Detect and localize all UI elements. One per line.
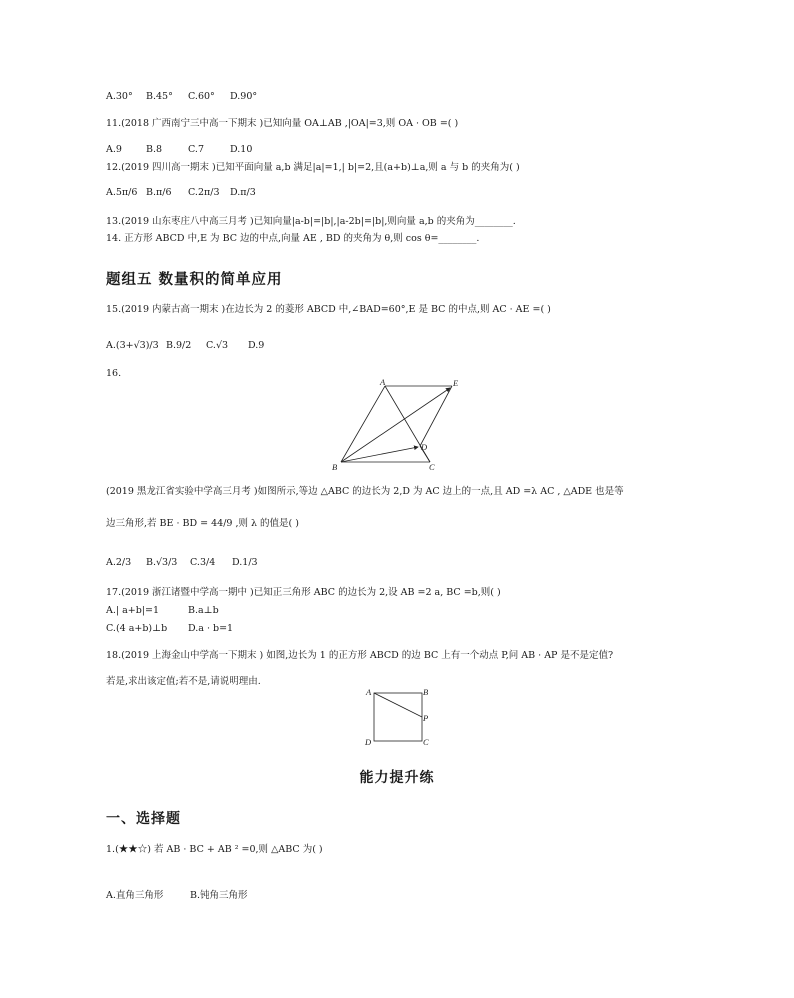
q12-option-d: D.π/3	[230, 187, 256, 198]
q11-option-d: D.10	[230, 144, 253, 155]
q15-option-a: A.(3+√3)/3	[106, 340, 159, 351]
q13-stem: 13.(2019 山东枣庄八中高三月考 )已知向量|a-b|=|b|,|a-2b|=|b|,则向量 a,b 的夹角为________.	[106, 216, 516, 227]
q18-figure	[362, 686, 434, 752]
q1-option-a: A.直角三角形	[106, 890, 164, 901]
section-title: 能力提升练	[359, 770, 435, 786]
q12-option-c: C.2π/3	[188, 187, 220, 198]
q16-label-d: D	[421, 442, 428, 452]
q11-option-a: A.9	[106, 144, 122, 155]
q10-option-a: A.30°	[106, 91, 133, 102]
q1-option-b: B.钝角三角形	[190, 890, 248, 901]
q16-option-b: B.√3/3	[146, 557, 178, 568]
q17-option-d: D.a · b=1	[188, 623, 234, 634]
q16-option-a: A.2/3	[106, 557, 132, 568]
q14-stem: 14. 正方形 ABCD 中,E 为 BC 边的中点,向量 AE , BD 的夹角为 θ,则 cos θ=________.	[106, 233, 480, 244]
q16-label-a: A	[380, 377, 386, 387]
q16-option-d: D.1/3	[232, 557, 258, 568]
q16-label-b: B	[332, 462, 338, 472]
q15-option-c: C.√3	[206, 340, 229, 351]
q16-stem-line2: 边三角形,若 BE · BD = 44/9 ,则 λ 的值是( )	[106, 518, 299, 529]
q17-option-a: A.| a+b|=1	[106, 605, 160, 616]
q15-stem: 15.(2019 内蒙古高一期末 )在边长为 2 的菱形 ABCD 中,∠BAD=60°,E 是 BC 的中点,则 AC · AE =( )	[106, 304, 551, 315]
q16-label-e: E	[453, 378, 459, 388]
q12-option-a: A.5π/6	[106, 187, 138, 198]
q1-stem: 1.(★★☆) 若 AB · BC + AB ² =0,则 △ABC 为( )	[106, 844, 323, 855]
q10-option-c: C.60°	[188, 91, 215, 102]
q11-option-c: C.7	[188, 144, 204, 155]
q16-stem-line1: (2019 黑龙江省实验中学高三月考 )如图所示,等边 △ABC 的边长为 2,D 为 AC 边上的一点,且 AD =λ AC , △ADE 也是等	[106, 486, 624, 497]
q11-option-b: B.8	[146, 144, 163, 155]
q16-label-c: C	[429, 462, 435, 472]
q11-stem: 11.(2018 广西南宁三中高一下期末 )已知向量 OA⊥AB ,|OA|=3,则 OA · OB =( )	[106, 118, 459, 129]
q18-label-p: P	[423, 713, 429, 723]
q15-option-b: B.9/2	[166, 340, 192, 351]
q17-stem: 17.(2019 浙江诸暨中学高一期中 )已知正三角形 ABC 的边长为 2,设 AB =2 a, BC =b,则( )	[106, 587, 501, 598]
q16-figure	[332, 376, 467, 478]
q12-option-b: B.π/6	[146, 187, 172, 198]
q12-stem: 12.(2019 四川高一期末 )已知平面向量 a,b 满足|a|=1,| b|=2,且(a+b)⊥a,则 a 与 b 的夹角为( )	[106, 162, 520, 173]
q18-label-b: B	[423, 687, 429, 697]
part-title: 一、选择题	[106, 811, 181, 827]
q16-number: 16.	[106, 368, 122, 379]
q18-label-a: A	[366, 687, 372, 697]
q18-label-d: D	[365, 737, 372, 747]
q16-option-c: C.3/4	[190, 557, 216, 568]
q15-option-d: D.9	[248, 340, 265, 351]
q10-option-b: B.45°	[146, 91, 173, 102]
group5-heading: 题组五 数量积的简单应用	[106, 272, 283, 288]
q18-label-c: C	[423, 737, 429, 747]
q10-option-d: D.90°	[230, 91, 258, 102]
q18-line1: 18.(2019 上海金山中学高一下期末 ) 如图,边长为 1 的正方形 ABCD 的边 BC 上有一个动点 P,问 AB · AP 是不是定值?	[106, 650, 614, 661]
q18-line2: 若是,求出该定值;若不是,请说明理由.	[106, 676, 261, 687]
q17-option-b: B.a⊥b	[188, 605, 219, 616]
q17-option-c: C.(4 a+b)⊥b	[106, 623, 168, 634]
